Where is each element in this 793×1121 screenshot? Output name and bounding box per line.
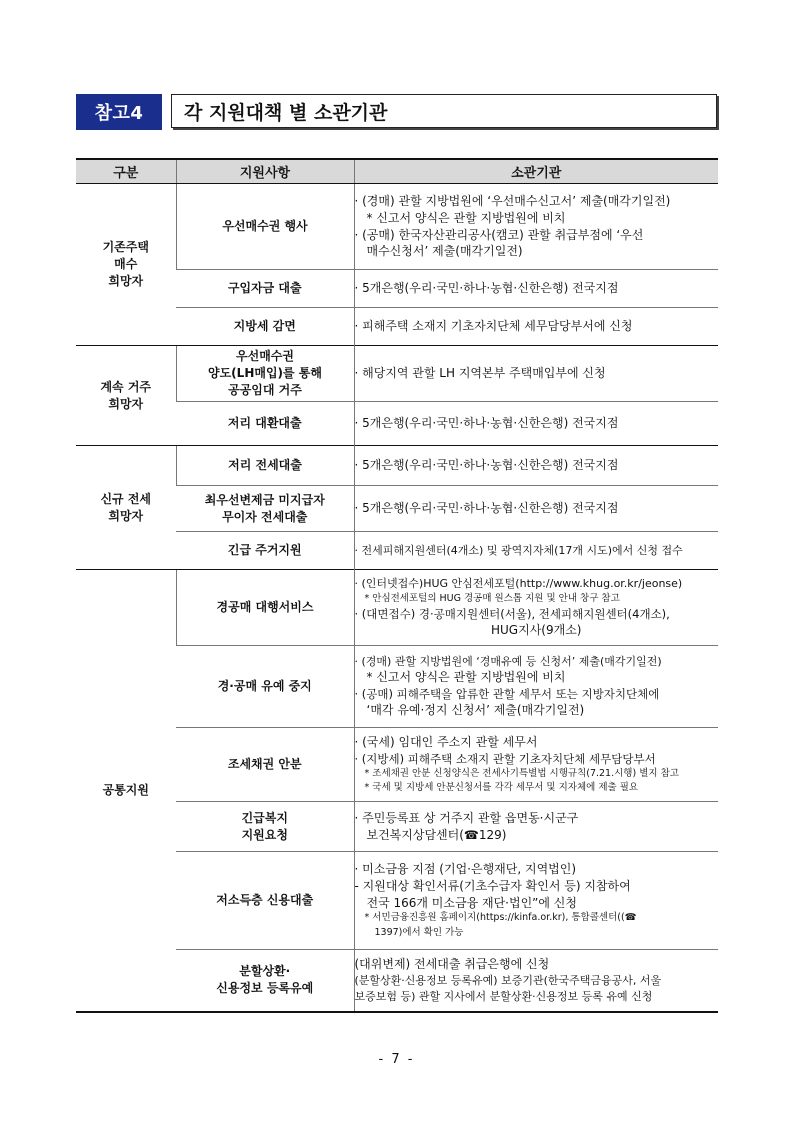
agency-cell bbox=[354, 728, 718, 802]
support-item: 경공매 대행서비스 bbox=[176, 570, 354, 646]
support-item: 긴급 주거지원 bbox=[176, 532, 354, 570]
table-row bbox=[76, 446, 718, 486]
support-item: 지방세 감면 bbox=[176, 308, 354, 346]
support-item: 우선매수권 양도(LH매입)를 통해 공공임대 거주 bbox=[176, 346, 354, 402]
agency-line: 전국 166개 미소금융 재단·법인”에 신청 bbox=[366, 895, 577, 910]
agency-line: · (공매) 한국자산관리공사(캠코) 관할 취급부점에 ‘우선 bbox=[354, 227, 644, 242]
agency-line: · (지방세) 피해주택 소재지 관할 기초자치단체 세무담당부서 bbox=[354, 751, 656, 766]
agency-note: * 조세채권 안분 신청양식은 전세사기특별법 시행규칙(7.21.시행) 별지 참고 bbox=[364, 767, 679, 779]
column-header-category: 구분 bbox=[76, 159, 176, 184]
agency-line: · 해당지역 관할 LH 지역본부 주택매입부에 신청 bbox=[354, 366, 606, 381]
agency-line: 보증보험 등) 관할 지사에서 분할상환·신용정보 등록 유예 신청 bbox=[354, 989, 653, 1003]
table-header-row bbox=[76, 159, 718, 184]
agency-line: HUG지사(9개소) bbox=[491, 622, 582, 637]
agency-line: · 5개은행(우리·국민·하나·농협·신한은행) 전국지점 bbox=[354, 416, 619, 431]
category-continued-residence: 계속 거주 희망자 bbox=[76, 346, 176, 446]
support-item: 긴급복지 지원요청 bbox=[176, 802, 354, 852]
agency-cell bbox=[354, 346, 718, 402]
agency-line: · 5개은행(우리·국민·하나·농협·신한은행) 전국지점 bbox=[354, 458, 619, 473]
agency-line: · 피해주택 소재지 기초자치단체 세무담당부서에 신청 bbox=[354, 319, 633, 334]
support-item: 조세채권 안분 bbox=[176, 728, 354, 802]
agency-line: 보건복지상담센터(☎129) bbox=[366, 827, 507, 842]
agency-line: 매수신청서’ 제출(매각기일전) bbox=[366, 244, 523, 259]
agency-line: (분할상환·신용정보 등록유예) 보증기관(한국주택금융공사, 서울 bbox=[354, 974, 662, 988]
agency-note: * 안심전세포털의 HUG 경공매 원스톱 지원 및 안내 창구 참고 bbox=[364, 592, 620, 604]
agency-line: · (경매) 관할 지방법원에 ‘경매유예 등 신청서’ 제출(매각기일전) bbox=[354, 654, 662, 668]
agency-line: · 5개은행(우리·국민·하나·농협·신한은행) 전국지점 bbox=[354, 281, 619, 296]
category-existing-home-buyers: 기존주택 매수 희망자 bbox=[102, 240, 149, 288]
agency-line: (대위변제) 전세대출 취급은행에 신청 bbox=[354, 957, 550, 972]
page-title: 각 지원대책 별 소관기관 bbox=[171, 94, 717, 128]
support-item: 분할상환· 신용정보 등록유예 bbox=[176, 950, 354, 1012]
agency-note: * 국세 및 지방세 안분신청서를 각각 세무서 및 지자체에 제출 필요 bbox=[364, 781, 639, 793]
agency-cell bbox=[354, 308, 718, 346]
agency-note: * 서민금융진흥원 홈페이지(https://kinfa.or.kr), 통합콜센터((☎ bbox=[364, 912, 637, 924]
agency-line: · 미소금융 지점 (기업·은행재단, 지역법인) bbox=[354, 862, 577, 877]
agency-cell bbox=[354, 532, 718, 570]
agency-line: - 지원대상 확인서류(기초수급자 확인서 등) 지참하여 bbox=[354, 878, 631, 893]
agency-line: · 주민등록표 상 거주지 관할 읍면동·시군구 bbox=[354, 810, 579, 825]
agency-cell bbox=[354, 646, 718, 728]
agency-cell bbox=[354, 446, 718, 486]
agency-note: * 신고서 양식은 관할 지방법원에 비치 bbox=[366, 210, 566, 225]
agency-cell bbox=[354, 802, 718, 852]
agency-line: · 5개은행(우리·국민·하나·농협·신한은행) 전국지점 bbox=[354, 501, 619, 516]
column-header-support: 지원사항 bbox=[176, 159, 354, 184]
table-row bbox=[76, 346, 718, 402]
agency-table bbox=[76, 158, 718, 1013]
agency-line: · (공매) 피해주택을 압류한 관할 세무서 또는 지방자치단체에 bbox=[354, 687, 660, 702]
agency-line: ‘매각 유예·정지 신청서’ 제출(매각기일전) bbox=[366, 703, 585, 718]
table-row bbox=[76, 570, 718, 646]
agency-line: · (국세) 임대인 주소지 관할 세무서 bbox=[354, 734, 538, 749]
column-header-agency: 소관기관 bbox=[354, 159, 718, 184]
agency-cell bbox=[354, 950, 718, 1012]
agency-line: · (대면접수) 경·공매지원센터(서울), 전세피해지원센터(4개소), bbox=[354, 606, 670, 621]
agency-cell bbox=[354, 402, 718, 446]
reference-label: 참고4 bbox=[76, 94, 162, 130]
category-common-support: 공통지원 bbox=[76, 570, 176, 1012]
agency-note: * 신고서 양식은 관할 지방법원에 비치 bbox=[366, 670, 566, 685]
agency-cell bbox=[354, 270, 718, 308]
agency-cell bbox=[354, 852, 718, 950]
support-item: 우선매수권 행사 bbox=[176, 184, 354, 270]
support-item: 구입자금 대출 bbox=[176, 270, 354, 308]
support-item: 경·공매 유예 중지 bbox=[176, 646, 354, 728]
agency-cell bbox=[354, 486, 718, 532]
support-item: 저리 대환대출 bbox=[176, 402, 354, 446]
support-item: 저소득층 신용대출 bbox=[176, 852, 354, 950]
agency-line: · (인터넷접수)HUG 안심전세포털(http://www.khug.or.kr/jeonse) bbox=[354, 577, 683, 591]
table-row bbox=[76, 184, 718, 270]
category-new-jeonse: 신규 전세 희망자 bbox=[76, 446, 176, 570]
agency-cell bbox=[354, 570, 718, 646]
support-item: 최우선변제금 미지급자 무이자 전세대출 bbox=[176, 486, 354, 532]
agency-line: · (경매) 관할 지방법원에 ‘우선매수신고서’ 제출(매각기일전) bbox=[354, 193, 671, 208]
agency-line: · 전세피해지원센터(4개소) 및 광역지자체(17개 시도)에서 신청 접수 bbox=[354, 543, 683, 557]
page-number: - 7 - bbox=[378, 1052, 415, 1067]
support-item: 저리 전세대출 bbox=[176, 446, 354, 486]
agency-cell bbox=[354, 184, 718, 270]
agency-note: 1397)에서 확인 가능 bbox=[374, 926, 464, 938]
